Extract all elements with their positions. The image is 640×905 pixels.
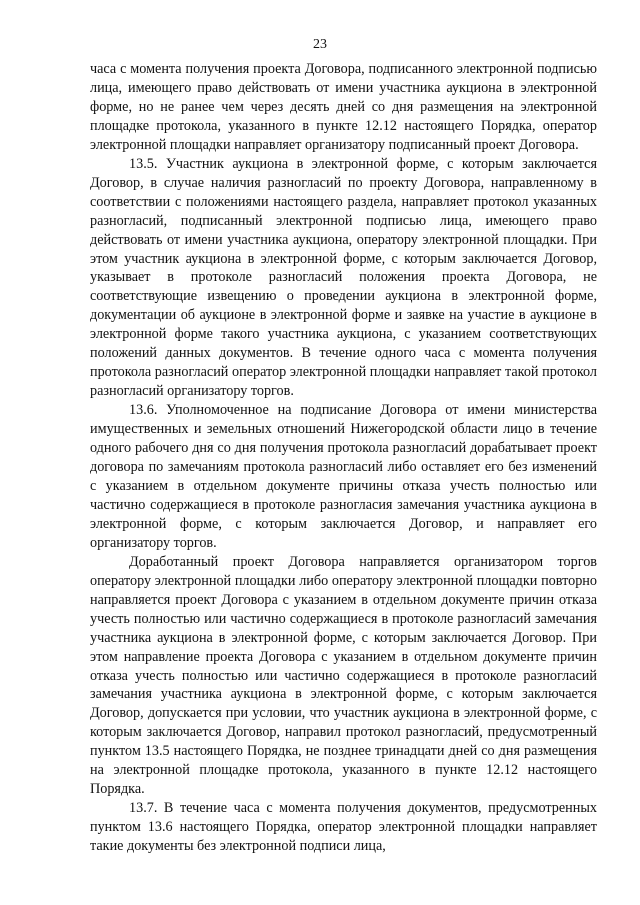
page-number: 23 bbox=[313, 37, 327, 52]
paragraph-13-5: 13.5. Участник аукциона в электронной форме, с которым заключается Договор, в случае наличия разногласий по проекту Договора, направленному в соответствии с положениями настоящего раздела, направляет протокол указанных разногласий, подписанный электронной подписью лица, имеющего право действовать от имени участника аукциона, оператору электронной площадки. При этом участник аукциона в электронной форме, с которым заключается Договор, указывает в протоколе разногласий положения проекта Договора, не соответствующие извещению о проведении аукциона в электронной форме, документации об аукционе в электронной форме и заявке на участие в аукционе в электронной форме такого участника аукциона, с указанием соответствующих положений данных документов. В течение одного часа с момента получения протокола разногласий оператор электронной площадки направляет такой протокол разногласий организатору торгов. bbox=[90, 155, 597, 400]
paragraph-continuation: часа с момента получения проекта Договора, подписанного электронной подписью лица, имеющего право действовать от имени участника аукциона в электронной форме, но не ранее чем через десять дней со дня размещения на электронной площадке протокола, указанного в пункте 12.12 настоящего Порядка, оператор электронной площадки направляет организатору подписанный проект Договора. bbox=[90, 61, 597, 153]
paragraph-13-6: 13.6. Уполномоченное на подписание Договора от имени министерства имущественных и земельных отношений Нижегородской области лицо в течение одного рабочего дня со дня получения протокола разногласий дорабатывает проект договора по замечаниям протокола разногласий либо оставляет его без изменений с указанием в отдельном документе причины отказа учесть полностью или частично содержащиеся в протоколе разногласия замечания участника аукциона в электронной форме, с которым заключается Договор, и направляет его организатору торгов. bbox=[90, 402, 597, 551]
document-body bbox=[90, 60, 597, 856]
paragraph-13-7: 13.7. В течение часа с момента получения документов, предусмотренных пунктом 13.6 настоящего Порядка, оператор электронной площадки направляет такие документы без электронной подписи лица, bbox=[90, 800, 597, 855]
paragraph-revised-draft: Доработанный проект Договора направляется организатором торгов оператору электронной площадки либо оператору электронной площадки повторно направляется проект Договора с указанием в отдельном документе причин отказа учесть полностью или частично содержащиеся в протоколе разногласий замечания участника аукциона в электронной форме, с которым заключается Договор. При этом направление проекта Договора с указанием в отдельном документе причин отказа учесть полностью или частично содержащиеся в протоколе разногласий замечания участника аукциона в электронной форме, с которым заключается Договор, допускается при условии, что участник аукциона в электронной форме, с которым заключается Договор, направил протокол разногласий, предусмотренный пунктом 13.5 настоящего Порядка, не позднее тринадцати дней со дня размещения на электронной площадке протокола, указанного в пункте 12.12 настоящего Порядка. bbox=[90, 553, 597, 798]
